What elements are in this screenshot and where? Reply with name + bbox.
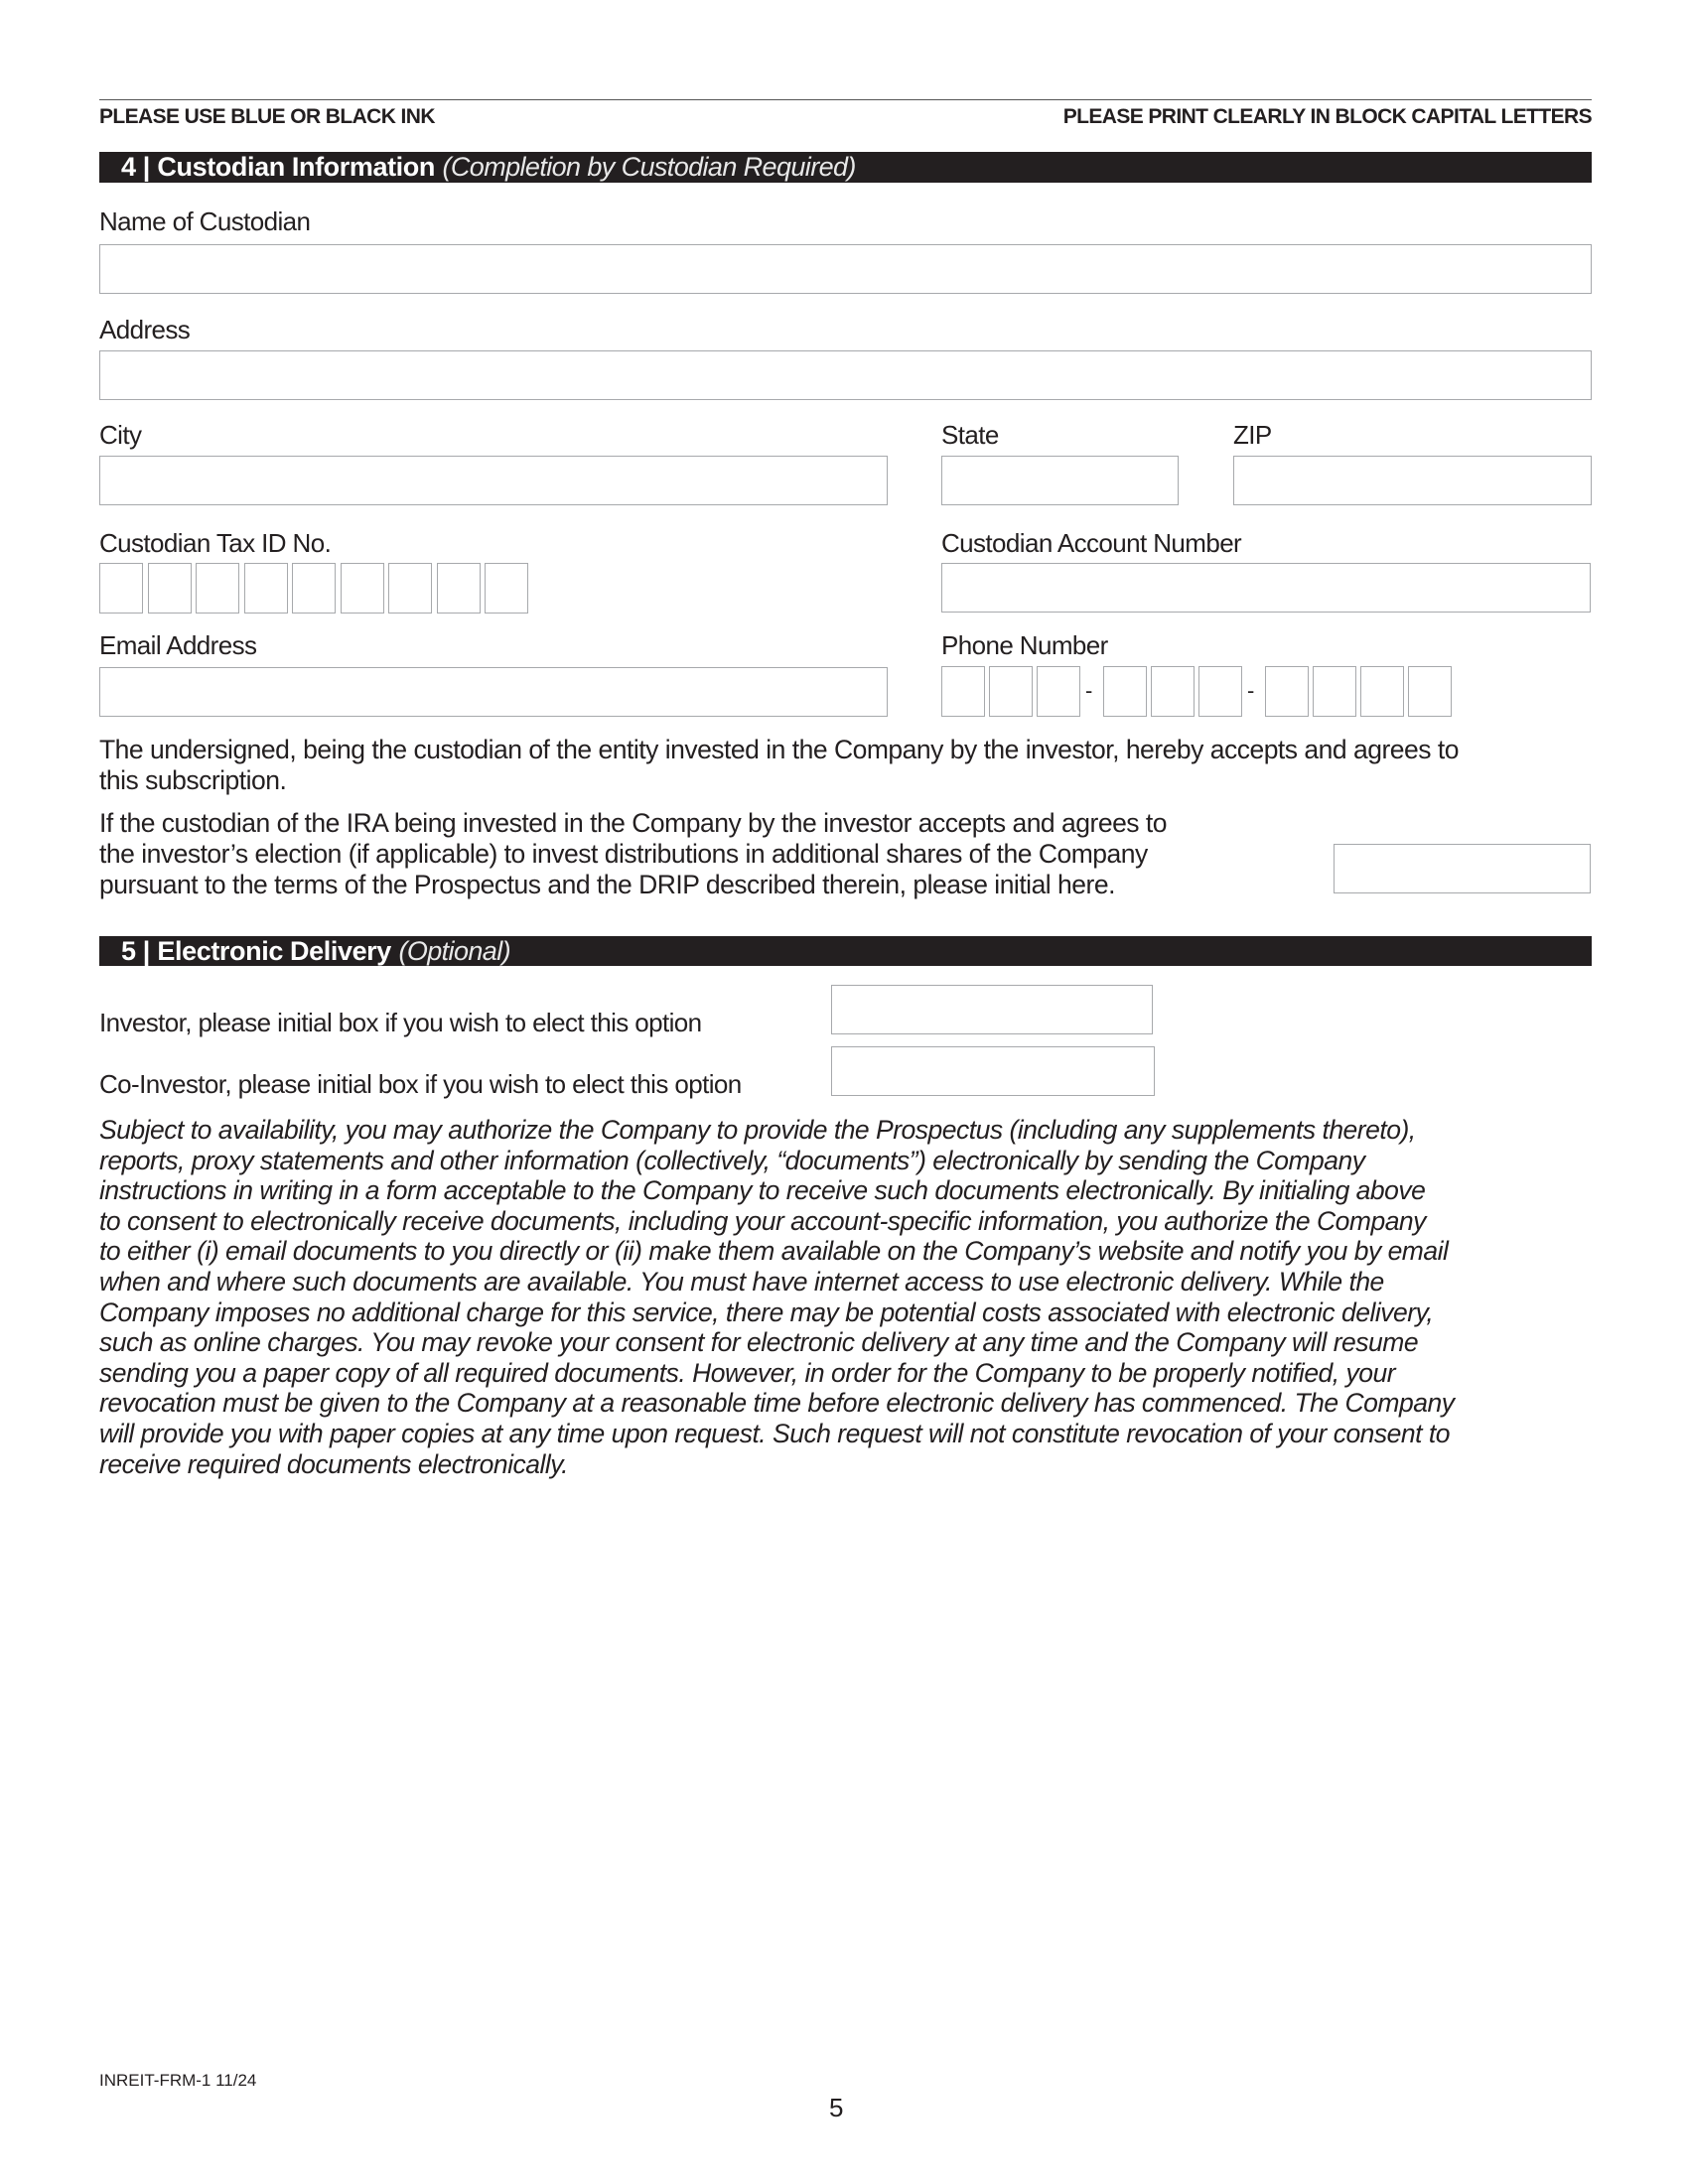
- acceptance-text: The undersigned, being the custodian of the entity invested in the Company by the investor, hereby accepts and agrees to: [99, 735, 1459, 764]
- top-rule: [99, 99, 1592, 100]
- tax-id-digit-box[interactable]: [244, 563, 288, 614]
- investor-initial-field[interactable]: [831, 985, 1153, 1034]
- tax-id-digit-box[interactable]: [341, 563, 384, 614]
- account-number-label: Custodian Account Number: [941, 528, 1242, 558]
- email-field[interactable]: [99, 667, 888, 717]
- section-number: 5 |: [121, 936, 150, 966]
- co-investor-initial-field[interactable]: [831, 1046, 1155, 1096]
- co-investor-initial-label: Co-Investor, please initial box if you wish to elect this option: [99, 1069, 742, 1099]
- disclosure-line: receive required documents electronically.: [99, 1448, 568, 1479]
- disclosure-line: revocation must be given to the Company at a reasonable time before electronic delivery has commenced. The Company: [99, 1388, 1455, 1419]
- tax-id-digit-box[interactable]: [485, 563, 528, 614]
- section-subtitle: (Optional): [398, 936, 510, 966]
- section-number: 4 |: [121, 152, 150, 182]
- disclosure-line: reports, proxy statements and other information (collectively, “documents”) electronically by sending the Company: [99, 1145, 1365, 1175]
- address-field[interactable]: [99, 350, 1592, 400]
- tax-id-digit-box[interactable]: [437, 563, 481, 614]
- tax-id-field[interactable]: [99, 563, 536, 614]
- disclosure-line: such as online charges. You may revoke your consent for electronic delivery at any time and the Company will resume: [99, 1327, 1419, 1358]
- phone-label: Phone Number: [941, 630, 1108, 660]
- tax-id-digit-box[interactable]: [148, 563, 192, 614]
- tax-id-digit-box[interactable]: [292, 563, 336, 614]
- print-instruction: PLEASE PRINT CLEARLY IN BLOCK CAPITAL LETTERS: [1062, 105, 1592, 128]
- city-field[interactable]: [99, 456, 888, 505]
- city-label: City: [99, 420, 142, 450]
- disclosure-line: when and where such documents are available. You must have internet access to use electronic delivery. While the: [99, 1267, 1384, 1297]
- page-number: 5: [829, 2093, 844, 2122]
- drip-text: pursuant to the terms of the Prospectus and the DRIP described therein, please initial here.: [99, 870, 1115, 899]
- tax-id-digit-box[interactable]: [196, 563, 239, 614]
- state-field[interactable]: [941, 456, 1179, 505]
- tax-id-digit-box[interactable]: [388, 563, 432, 614]
- disclosure-line: Subject to availability, you may authorize the Company to provide the Prospectus (including any supplements thereto),: [99, 1115, 1416, 1145]
- email-label: Email Address: [99, 630, 257, 660]
- address-label: Address: [99, 315, 191, 344]
- section-4-header: [99, 152, 1592, 183]
- custodian-name-label: Name of Custodian: [99, 206, 311, 236]
- drip-text: If the custodian of the IRA being invested in the Company by the investor accepts and agrees to: [99, 808, 1168, 838]
- tax-id-label: Custodian Tax ID No.: [99, 528, 332, 558]
- zip-field[interactable]: [1233, 456, 1592, 505]
- zip-label: ZIP: [1233, 420, 1272, 450]
- phone-separator: -: [1085, 678, 1093, 703]
- disclosure-line: sending you a paper copy of all required documents. However, in order for the Company to be properly notified, your: [99, 1357, 1396, 1388]
- tax-id-digit-box[interactable]: [99, 563, 143, 614]
- account-number-field[interactable]: [941, 563, 1591, 613]
- ink-instruction: PLEASE USE BLUE OR BLACK INK: [99, 105, 435, 128]
- phone-field[interactable]: [941, 666, 1458, 717]
- drip-text: the investor’s election (if applicable) to invest distributions in additional shares of the Company: [99, 839, 1148, 869]
- section-subtitle: (Completion by Custodian Required): [442, 152, 856, 182]
- form-id: INREIT-FRM-1 11/24: [99, 2071, 257, 2090]
- custodian-name-field[interactable]: [99, 244, 1592, 294]
- section-5-header: [99, 936, 1592, 966]
- phone-separator: -: [1247, 678, 1255, 703]
- section-title: Electronic Delivery: [157, 936, 391, 966]
- state-label: State: [941, 420, 999, 450]
- drip-initial-field[interactable]: [1334, 844, 1591, 893]
- disclosure-line: instructions in writing in a form acceptable to the Company to receive such documents electronically. By initialing above: [99, 1175, 1426, 1206]
- disclosure-line: Company imposes no additional charge for this service, there may be potential costs associated with electronic delivery,: [99, 1297, 1434, 1327]
- disclosure-line: will provide you with paper copies at any time upon request. Such request will not constitute revocation of your consent to: [99, 1419, 1450, 1448]
- disclosure-line: to either (i) email documents to you directly or (ii) make them available on the Company’s website and notify you by email: [99, 1236, 1449, 1267]
- acceptance-text: this subscription.: [99, 765, 287, 795]
- disclosure-line: to consent to electronically receive documents, including your account-specific information, you authorize the Company: [99, 1205, 1426, 1236]
- investor-initial-label: Investor, please initial box if you wish to elect this option: [99, 1008, 702, 1037]
- section-title: Custodian Information: [157, 152, 435, 182]
